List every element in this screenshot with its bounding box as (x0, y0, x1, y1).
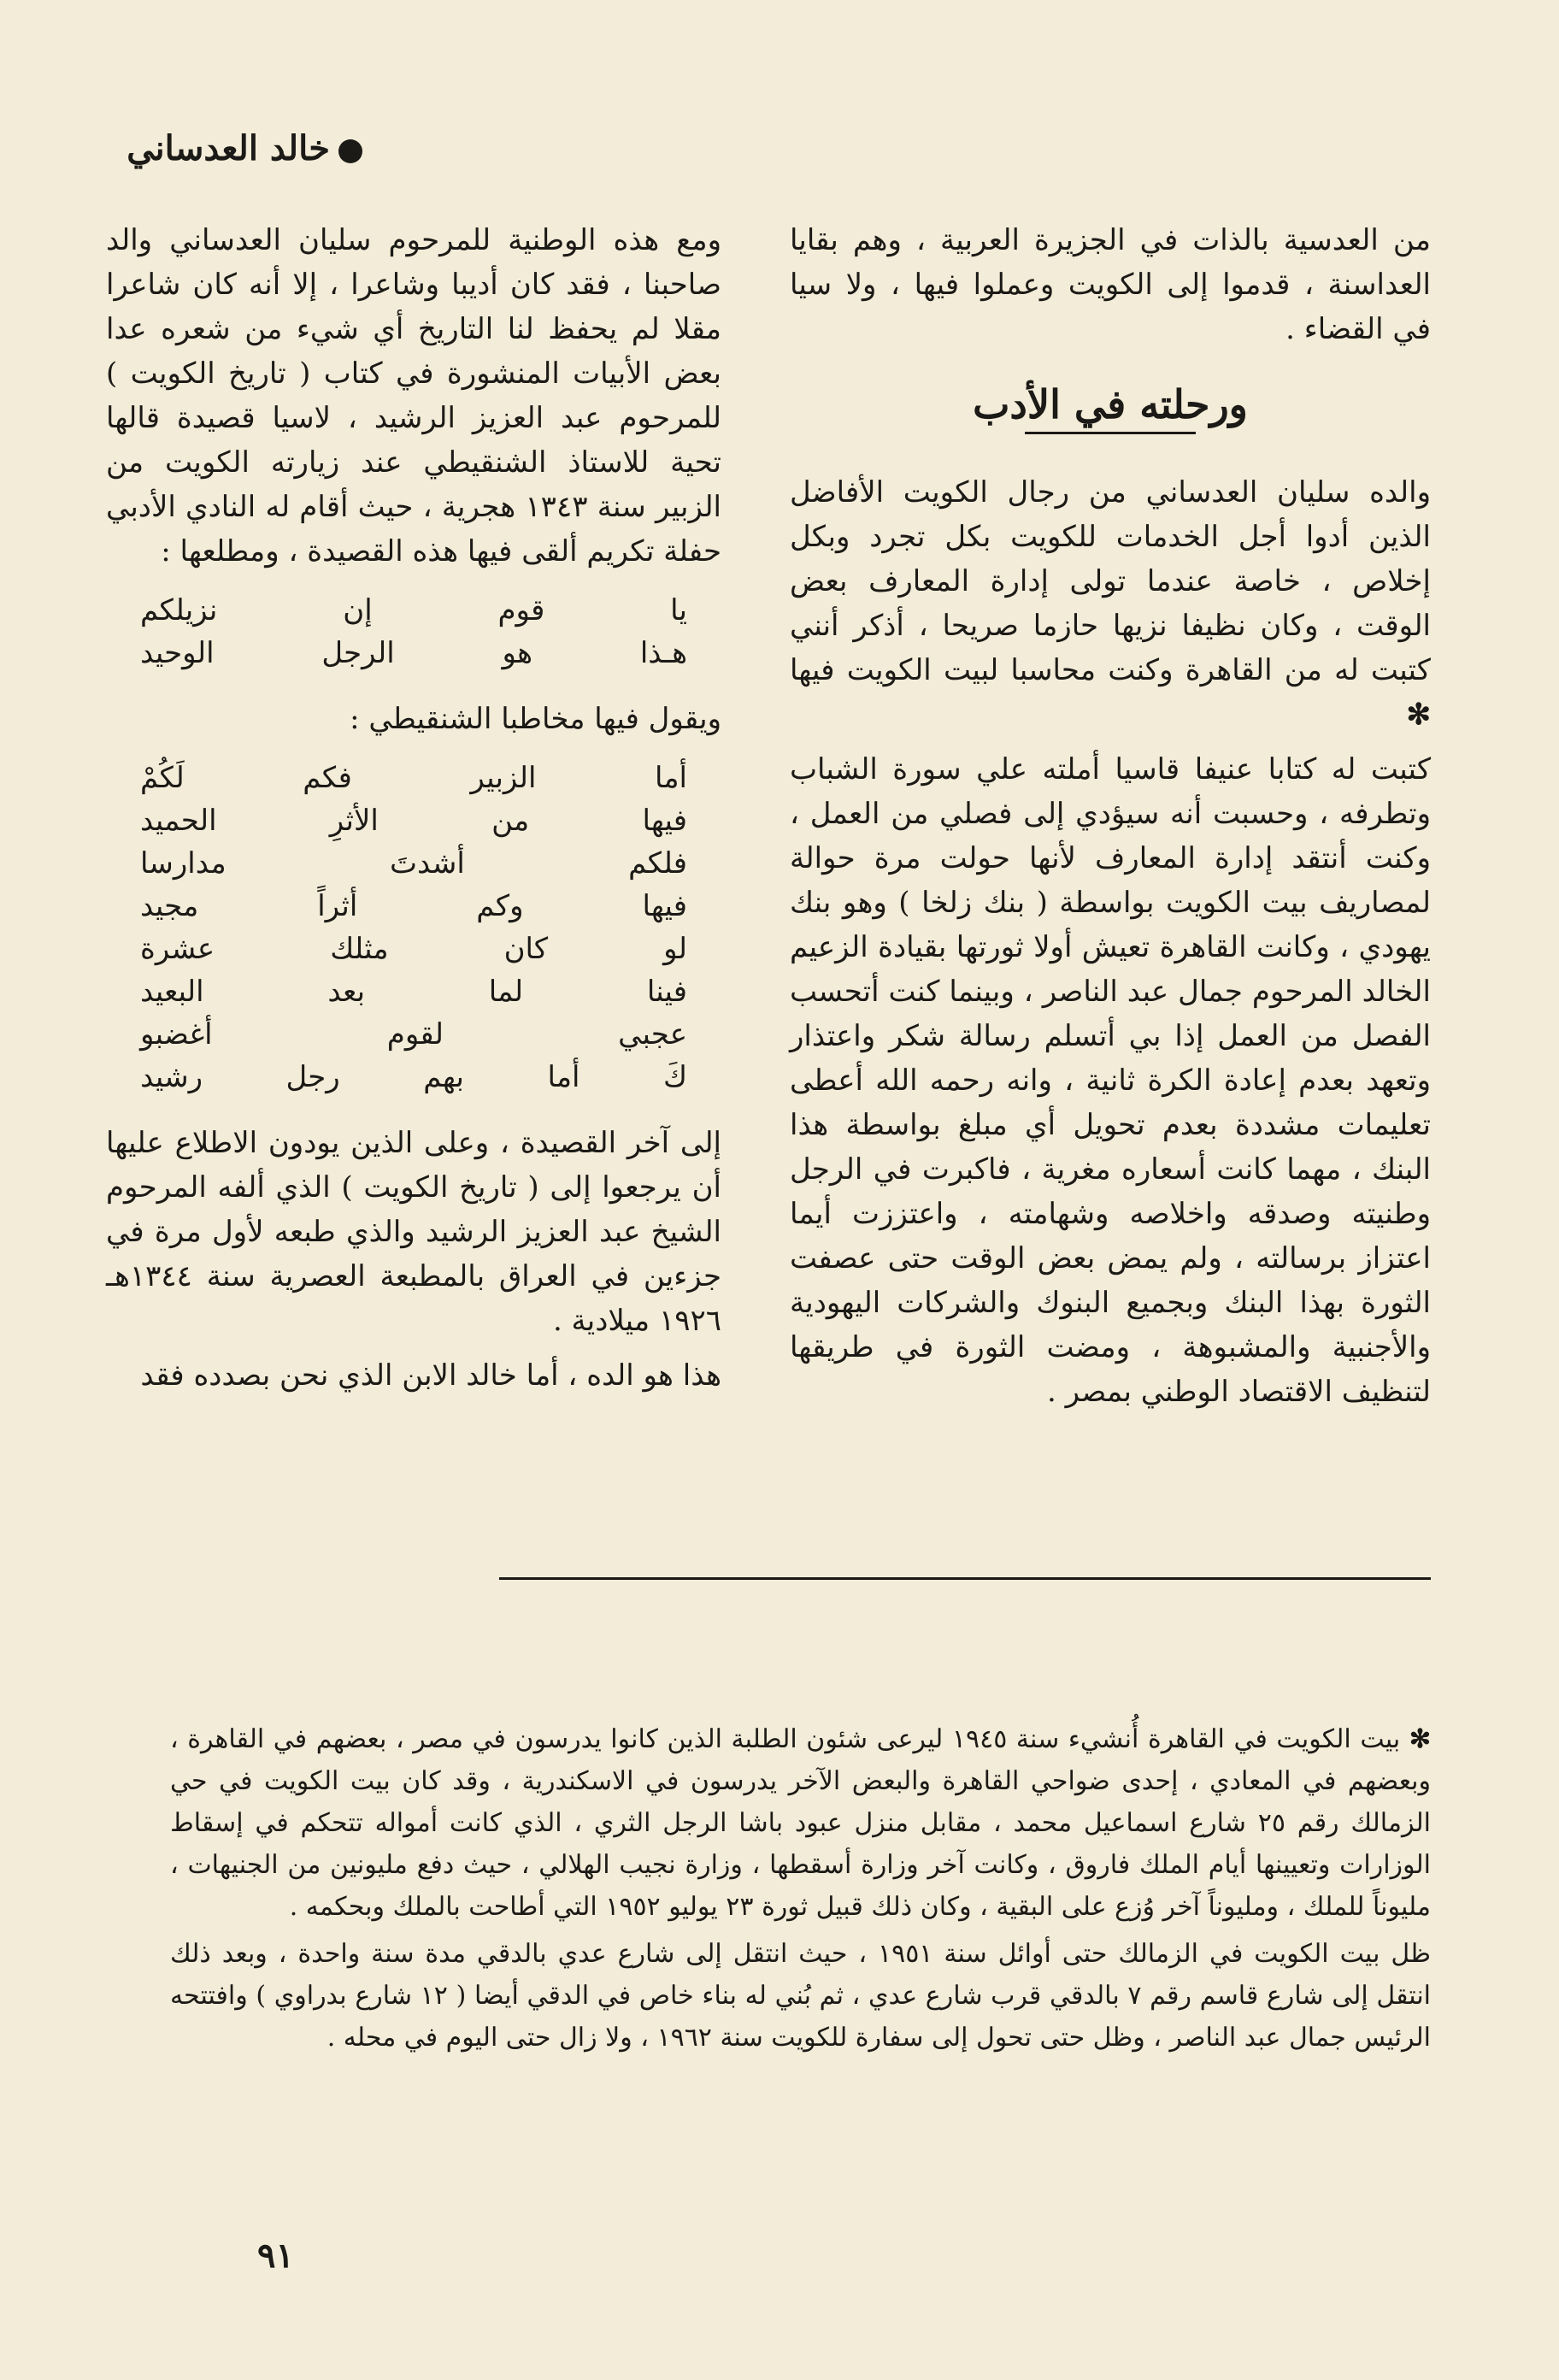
footnotes (170, 1718, 1431, 2064)
poem-opening (106, 589, 721, 675)
poem-word: مدارسا (140, 846, 226, 881)
paragraph-history-book: إلى آخر القصيدة ، وعلى الذين يودون الاطلاع عليها أن يرجعوا إلى ( تاريخ الكويت ) الذي ألفه المرحوم الشيخ عبد العزيز الرشيد والذي طبعه لأول مرة في جزءين في العراق بالمطبعة العصرية سنة ١٣٤٤هـ ١٩٢٦ ميلادية . (106, 1126, 721, 1338)
header-title: خالد العدساني (126, 128, 330, 168)
paragraph-poem-intro: ويقول فيها مخاطبا الشنقيطي : (350, 702, 721, 736)
paragraph-father (790, 470, 1431, 737)
poem-word: مجيد (140, 889, 199, 923)
right-column (790, 218, 1431, 1424)
intro-paragraph: من العدسية بالذات في الجزيرة العربية ، وهم بقايا العداسنة ، قدموا إلى الكويت وعملوا فيها ، ولا سيا في القضاء . (790, 223, 1431, 346)
section-heading: ورحلته في الأدب (973, 381, 1248, 427)
poem-line (106, 757, 721, 799)
poem-line (106, 632, 721, 675)
poem-line (106, 1013, 721, 1056)
poem-word: أشدتَ (390, 846, 465, 881)
poem-word: نزيلكم (140, 593, 218, 627)
poem-word: كان (503, 932, 549, 966)
poem-word: بعد (327, 975, 366, 1009)
poem-word: رجل (285, 1060, 340, 1094)
poem-word: الحميد (140, 804, 217, 838)
poem-word: فيها (642, 889, 687, 923)
footnote-star-icon: ✻ (1409, 1724, 1431, 1754)
poem-word: الزبير (470, 761, 537, 795)
poem-word: هو (502, 636, 532, 670)
poem-word: البعيد (140, 975, 204, 1009)
poem-word: لما (488, 975, 524, 1009)
poem-word: أثراً (317, 889, 358, 923)
poem-word: رشيد (140, 1060, 203, 1094)
poem-line (106, 928, 721, 970)
paragraph-khalid: هذا هو الده ، أما خالد الابن الذي نحن بصدده فقد (140, 1358, 721, 1393)
paragraph-poet: ومع هذه الوطنية للمرحوم سليان العدساني والد صاحبنا ، فقد كان أديبا وشاعرا ، إلا أنه كان شاعرا مقلا لم يحفظ لنا التاريخ أي شيء من شعره عدا بعض الأبيات المنشورة في كتاب ( تاريخ الكويت ) للمرحوم عبد العزيز الرشيد ، لاسيا قصيدة قالها تحية للاستاذ الشنقيطي عند زيارته الكويت من الزبير سنة ١٣٤٣ هجرية ، حيث أقام له النادي الأدبي حفلة تكريم ألقى فيها هذه القصيدة ، ومطلعها : (106, 223, 722, 568)
footnote-star-icon: ✻ (1406, 698, 1431, 732)
left-column (106, 218, 721, 1408)
heading-underline (1025, 432, 1196, 434)
poem-line (106, 1056, 721, 1099)
poem-word: وكم (476, 889, 524, 923)
poem-line (106, 885, 721, 928)
poem-word: أغضبو (140, 1017, 213, 1052)
poem-line (106, 970, 721, 1013)
bullet-dot-icon (338, 139, 362, 163)
poem-word: إن (343, 593, 373, 627)
poem-word: فيها (642, 804, 687, 838)
page-number: ٩١ (257, 2236, 294, 2276)
poem-word: فلكم (628, 846, 687, 881)
poem-line (106, 589, 721, 632)
poem-word: أما (547, 1060, 580, 1094)
poem-word: من (491, 804, 530, 838)
poem-shinqiti (106, 757, 721, 1099)
poem-word: أما (654, 761, 687, 795)
poem-word: فكم (303, 761, 352, 795)
running-header (106, 128, 362, 168)
poem-word: عشرة (140, 932, 215, 966)
poem-word: هـذا (639, 636, 687, 670)
poem-word: فينا (646, 975, 687, 1009)
poem-word: مثلك (330, 932, 389, 966)
footnote-1 (170, 1718, 1431, 1928)
poem-word: الوحيد (140, 636, 215, 670)
paragraph-letter: كتبت له كتابا عنيفا قاسيا أملته علي سورة الشباب وتطرفه ، وحسبت أنه سيؤدي إلى فصلي من العمل ، وكنت أنتقد إدارة المعارف لأنها حولت مرة حوالة لمصاريف بيت الكويت بواسطة ( بنك زلخا ) وهو بنك يهودي ، وكانت القاهرة تعيش أولا ثورتها بقيادة الزعيم الخالد المرحوم جمال عبد الناصر ، وبينما كنت أتحسب الفصل من العمل إذا بي أتسلم رسالة شكر واعتذار وتعهد بعدم إعادة الكرة ثانية ، وانه رحمه الله أعطى تعليمات مشددة بعدم تحويل أي مبلغ بواسطة هذا البنك ، مهما كانت أسعاره مغرية ، فاكبرت في الرجل وطنيته وصدقه واخلاصه وشهامته ، واعتززت أيما اعتزاز برسالته ، ولم يمض بعض الوقت حتى عصفت الثورة بهذا البنك وبجميع البنوك والشركات اليهودية والأجنبية والمشبوهة ، ومضت الثورة في طريقها لتنظيف الاقتصاد الوطني بمصر . (790, 752, 1431, 1409)
poem-word: عجبي (618, 1017, 687, 1052)
poem-word: قوم (497, 593, 545, 627)
poem-word: بهم (423, 1060, 464, 1094)
poem-word: يا (670, 593, 687, 627)
poem-word: الأثرِ (329, 804, 379, 838)
poem-line (106, 799, 721, 842)
paragraph-father-text: والده سليان العدساني من رجال الكويت الأفاضل الذين أدوا أجل الخدمات للكويت بكل تجرد وبكل إخلاص ، خاصة عندما تولى إدارة المعارف بعض الوقت ، وكان نظيفا نزيها حازما صريحا ، أذكر أنني كتبت له من القاهرة وكنت محاسبا لبيت الكويت فيها (790, 475, 1431, 687)
poem-word: كَ (662, 1060, 687, 1094)
poem-word: لقوم (386, 1017, 444, 1052)
footnote-2: ظل بيت الكويت في الزمالك حتى أوائل سنة ١٩٥١ ، حيث انتقل إلى شارع عدي بالدقي مدة سنة واحدة ، وبعد ذلك انتقل إلى شارع قاسم رقم ٧ بالدقي قرب شارع عدي ، ثم بُني له بناء خاص في الدقي أيضا ( ١٢ شارع بدراوي ) وافتتحه الرئيس جمال عبد الناصر ، وظل حتى تحول إلى سفارة للكويت سنة ١٩٦٢ ، ولا زال حتى اليوم في محله . (170, 1939, 1432, 2053)
poem-word: لو (663, 932, 687, 966)
poem-word: لَكُمْ (140, 761, 185, 795)
poem-line (106, 842, 721, 885)
footnote-1-text: بيت الكويت في القاهرة أُنشيء سنة ١٩٤٥ ليرعى شئون الطلبة الذين كانوا يدرسون في مصر ، بعضهم في القاهرة ، وبعضهم في المعادي ، إحدى ضواحي القاهرة والبعض الآخر يدرسون في الاسكندرية ، وقد كان بيت الكويت في حي الزمالك رقم ٢٥ شارع اسماعيل محمد ، مقابل منزل عبود باشا الرجل الثري ، الذي كانت أمواله تتحكم في إسقاط الوزارات وتعيينها أيام الملك فاروق ، وكانت آخر وزارة أسقطها ، وزارة نجيب الهلالي ، حيث دفع مليونين من الجنيهات ، مليوناً للملك ، ومليوناً آخر وُزع على البقية ، وكان ذلك قبيل ثورة ٢٣ يوليو ١٩٥٢ التي أطاحت بالملك وبحكمه . (170, 1724, 1432, 1922)
poem-word: الرجل (321, 636, 395, 670)
footnote-divider (499, 1577, 1431, 1580)
